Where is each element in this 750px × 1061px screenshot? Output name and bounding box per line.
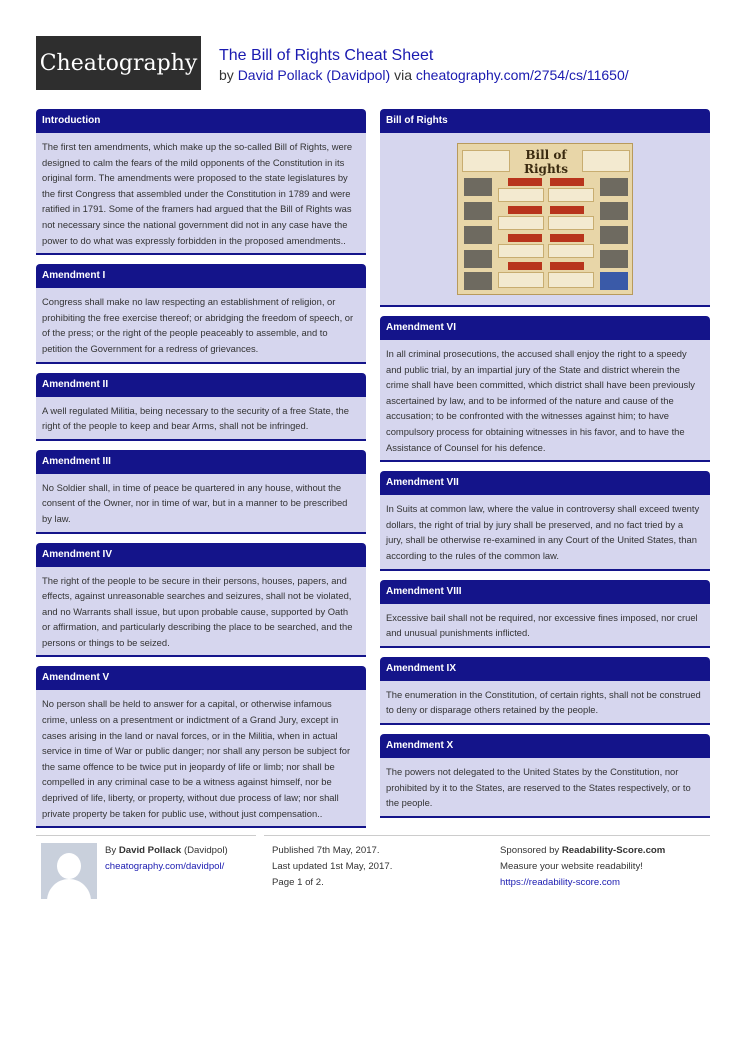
poster-ribbon — [550, 178, 584, 186]
section-body: In all criminal prosecutions, the accused shall enjoy the right to a speedy and public trial, by an impartial jury of the State and district wherein the crime shall have been committed, which district shall have been previously ascertained by law, and to be informed of the nature and cause of the accusation; to be confronted with the witnesses against him; to have compulsory process for obtaining witnesses in his favor, and to have the Assistance of Counsel for his defence. — [380, 340, 710, 462]
section-heading: Amendment VI — [380, 316, 710, 340]
poster-caption-box — [498, 272, 544, 288]
section-amendment-2 — [36, 373, 366, 441]
poster-container — [380, 133, 710, 307]
poster-ribbon — [508, 206, 542, 214]
section-body: The enumeration in the Constitution, of certain rights, shall not be construed to deny or disparage others retained by the people. — [380, 681, 710, 725]
section-heading: Bill of Rights — [380, 109, 710, 133]
section-heading: Amendment X — [380, 734, 710, 758]
footer-updated: Last updated 1st May, 2017. — [272, 861, 393, 872]
footer-sponsor-name: Readability-Score.com — [561, 845, 666, 856]
poster-photo — [600, 202, 628, 220]
section-body: Congress shall make no law respecting an establishment of religion, or prohibiting the free exercise thereof; or abridging the freedom of speech, or of the press; or the right of the people peaceably to assemble, and to petition the Government for a redress of grievances. — [36, 288, 366, 363]
section-bill-of-rights — [380, 109, 710, 307]
footer-author-block — [105, 843, 228, 875]
poster-title: Bill of Rights — [524, 148, 568, 176]
poster-caption-box — [498, 216, 544, 230]
section-heading: Amendment I — [36, 264, 366, 288]
footer-divider — [494, 835, 710, 836]
section-amendment-9 — [380, 657, 710, 725]
footer-page-number: Page 1 of 2. — [272, 877, 324, 888]
section-body: Excessive bail shall not be required, nor excessive fines imposed, nor cruel and unusual punishments inflicted. — [380, 604, 710, 648]
section-amendment-1 — [36, 264, 366, 363]
poster-caption-box — [498, 188, 544, 202]
footer-sponsor-block — [500, 843, 665, 891]
section-body: The right of the people to be secure in their persons, houses, papers, and effects, against unreasonable searches and seizures, shall not be violated, and no Warrants shall issue, but upon probable cause, supported by Oath or affirmation, and particularly describing the place to be searched, and the persons or things to be seized. — [36, 567, 366, 658]
page-title: The Bill of Rights Cheat Sheet — [219, 47, 434, 64]
footer-divider — [36, 835, 256, 836]
section-heading: Amendment IV — [36, 543, 366, 567]
section-heading: Amendment II — [36, 373, 366, 397]
via-text: via — [394, 67, 412, 83]
section-body: The powers not delegated to the United States by the Constitution, nor prohibited by it to the States, are reserved to the States respectively, or to the people. — [380, 758, 710, 818]
poster-photo — [600, 178, 628, 196]
footer-sponsor-prefix: Sponsored by — [500, 845, 560, 856]
poster-caption-box — [462, 150, 510, 172]
right-column — [380, 109, 710, 827]
cheatography-logo[interactable]: Cheatography — [36, 36, 201, 90]
poster-photo — [464, 226, 492, 244]
poster-photo — [464, 178, 492, 196]
section-heading: Amendment III — [36, 450, 366, 474]
poster-caption-box — [548, 188, 594, 202]
section-body: No person shall be held to answer for a capital, or otherwise infamous crime, unless on a presentment or indictment of a Grand Jury, except in cases arising in the land or naval forces, or in the Militia, when in actual service in time of War or public danger; nor shall any person be subject for the same offence to be twice put in jeopardy of life or limb; nor shall be compelled in any criminal case to be a witness against himself, nor be deprived of life, liberty, or property, without due process of law; nor shall private property be taken for public use, without just compensation.. — [36, 690, 366, 828]
section-heading: Amendment VII — [380, 471, 710, 495]
section-body: No Soldier shall, in time of peace be quartered in any house, without the consent of the Owner, nor in time of war, but in a manner to be prescribed by law. — [36, 474, 366, 534]
by-prefix: by — [219, 67, 234, 83]
poster-ribbon — [550, 262, 584, 270]
section-body: The first ten amendments, which make up the so-called Bill of Rights, were designed to calm the fears of the mild opponents of the Constitution in its original form. The amendments were proposed to the state legislatures by the first Congress that assembled under the Constitution in 1789 and were ratified in 1791. Some of the framers had argued that the Bill of Rights was not necessary since the national government did not in any case have the power to do what was expressly forbidden in the proposed amendments.. — [36, 133, 366, 255]
section-amendment-7 — [380, 471, 710, 570]
poster-photo — [464, 202, 492, 220]
footer-author-name: David Pollack — [118, 845, 182, 856]
bill-of-rights-poster-image — [457, 143, 633, 295]
poster-photo — [600, 272, 628, 290]
section-body: A well regulated Militia, being necessary to the security of a free State, the right of the people to keep and bear Arms, shall not be infringed. — [36, 397, 366, 441]
section-amendment-10 — [380, 734, 710, 818]
section-introduction — [36, 109, 366, 255]
cheatsheet-url-link[interactable]: cheatography.com/2754/cs/11650/ — [415, 67, 629, 83]
footer-author-link[interactable]: cheatography.com/davidpol/ — [105, 861, 225, 872]
poster-caption-box — [548, 244, 594, 258]
section-heading: Amendment V — [36, 666, 366, 690]
footer-author-handle: (Davidpol) — [183, 845, 228, 856]
section-heading: Amendment VIII — [380, 580, 710, 604]
poster-photo — [464, 272, 492, 290]
poster-ribbon — [550, 206, 584, 214]
poster-photo — [464, 250, 492, 268]
poster-caption-box — [498, 244, 544, 258]
poster-ribbon — [508, 178, 542, 186]
section-amendment-6 — [380, 316, 710, 462]
byline — [219, 67, 629, 83]
poster-photo — [600, 226, 628, 244]
section-amendment-8 — [380, 580, 710, 648]
footer-published: Published 7th May, 2017. — [272, 845, 380, 856]
left-column — [36, 109, 366, 837]
section-amendment-3 — [36, 450, 366, 534]
page-footer — [36, 835, 710, 905]
section-heading: Amendment IX — [380, 657, 710, 681]
footer-by-label: By — [105, 845, 117, 856]
poster-caption-box — [582, 150, 630, 172]
avatar-shoulders-shape — [47, 879, 91, 899]
author-link[interactable]: David Pollack (Davidpol) — [237, 67, 391, 83]
poster-ribbon — [508, 262, 542, 270]
poster-caption-box — [548, 272, 594, 288]
section-amendment-5 — [36, 666, 366, 828]
poster-ribbon — [508, 234, 542, 242]
section-body: In Suits at common law, where the value in controversy shall exceed twenty dollars, the right of trial by jury shall be preserved, and no fact tried by a jury, shall be otherwise re-examined in any Court of the United States, than according to the rules of the common law. — [380, 495, 710, 570]
author-avatar — [41, 843, 97, 899]
poster-ribbon — [550, 234, 584, 242]
footer-sponsor-link[interactable]: https://readability-score.com — [500, 877, 620, 888]
section-amendment-4 — [36, 543, 366, 658]
poster-photo — [600, 250, 628, 268]
section-heading: Introduction — [36, 109, 366, 133]
poster-caption-box — [548, 216, 594, 230]
avatar-head-shape — [57, 853, 81, 879]
footer-dates-block — [272, 843, 392, 891]
footer-sponsor-tagline: Measure your website readability! — [500, 861, 643, 872]
footer-divider — [264, 835, 494, 836]
